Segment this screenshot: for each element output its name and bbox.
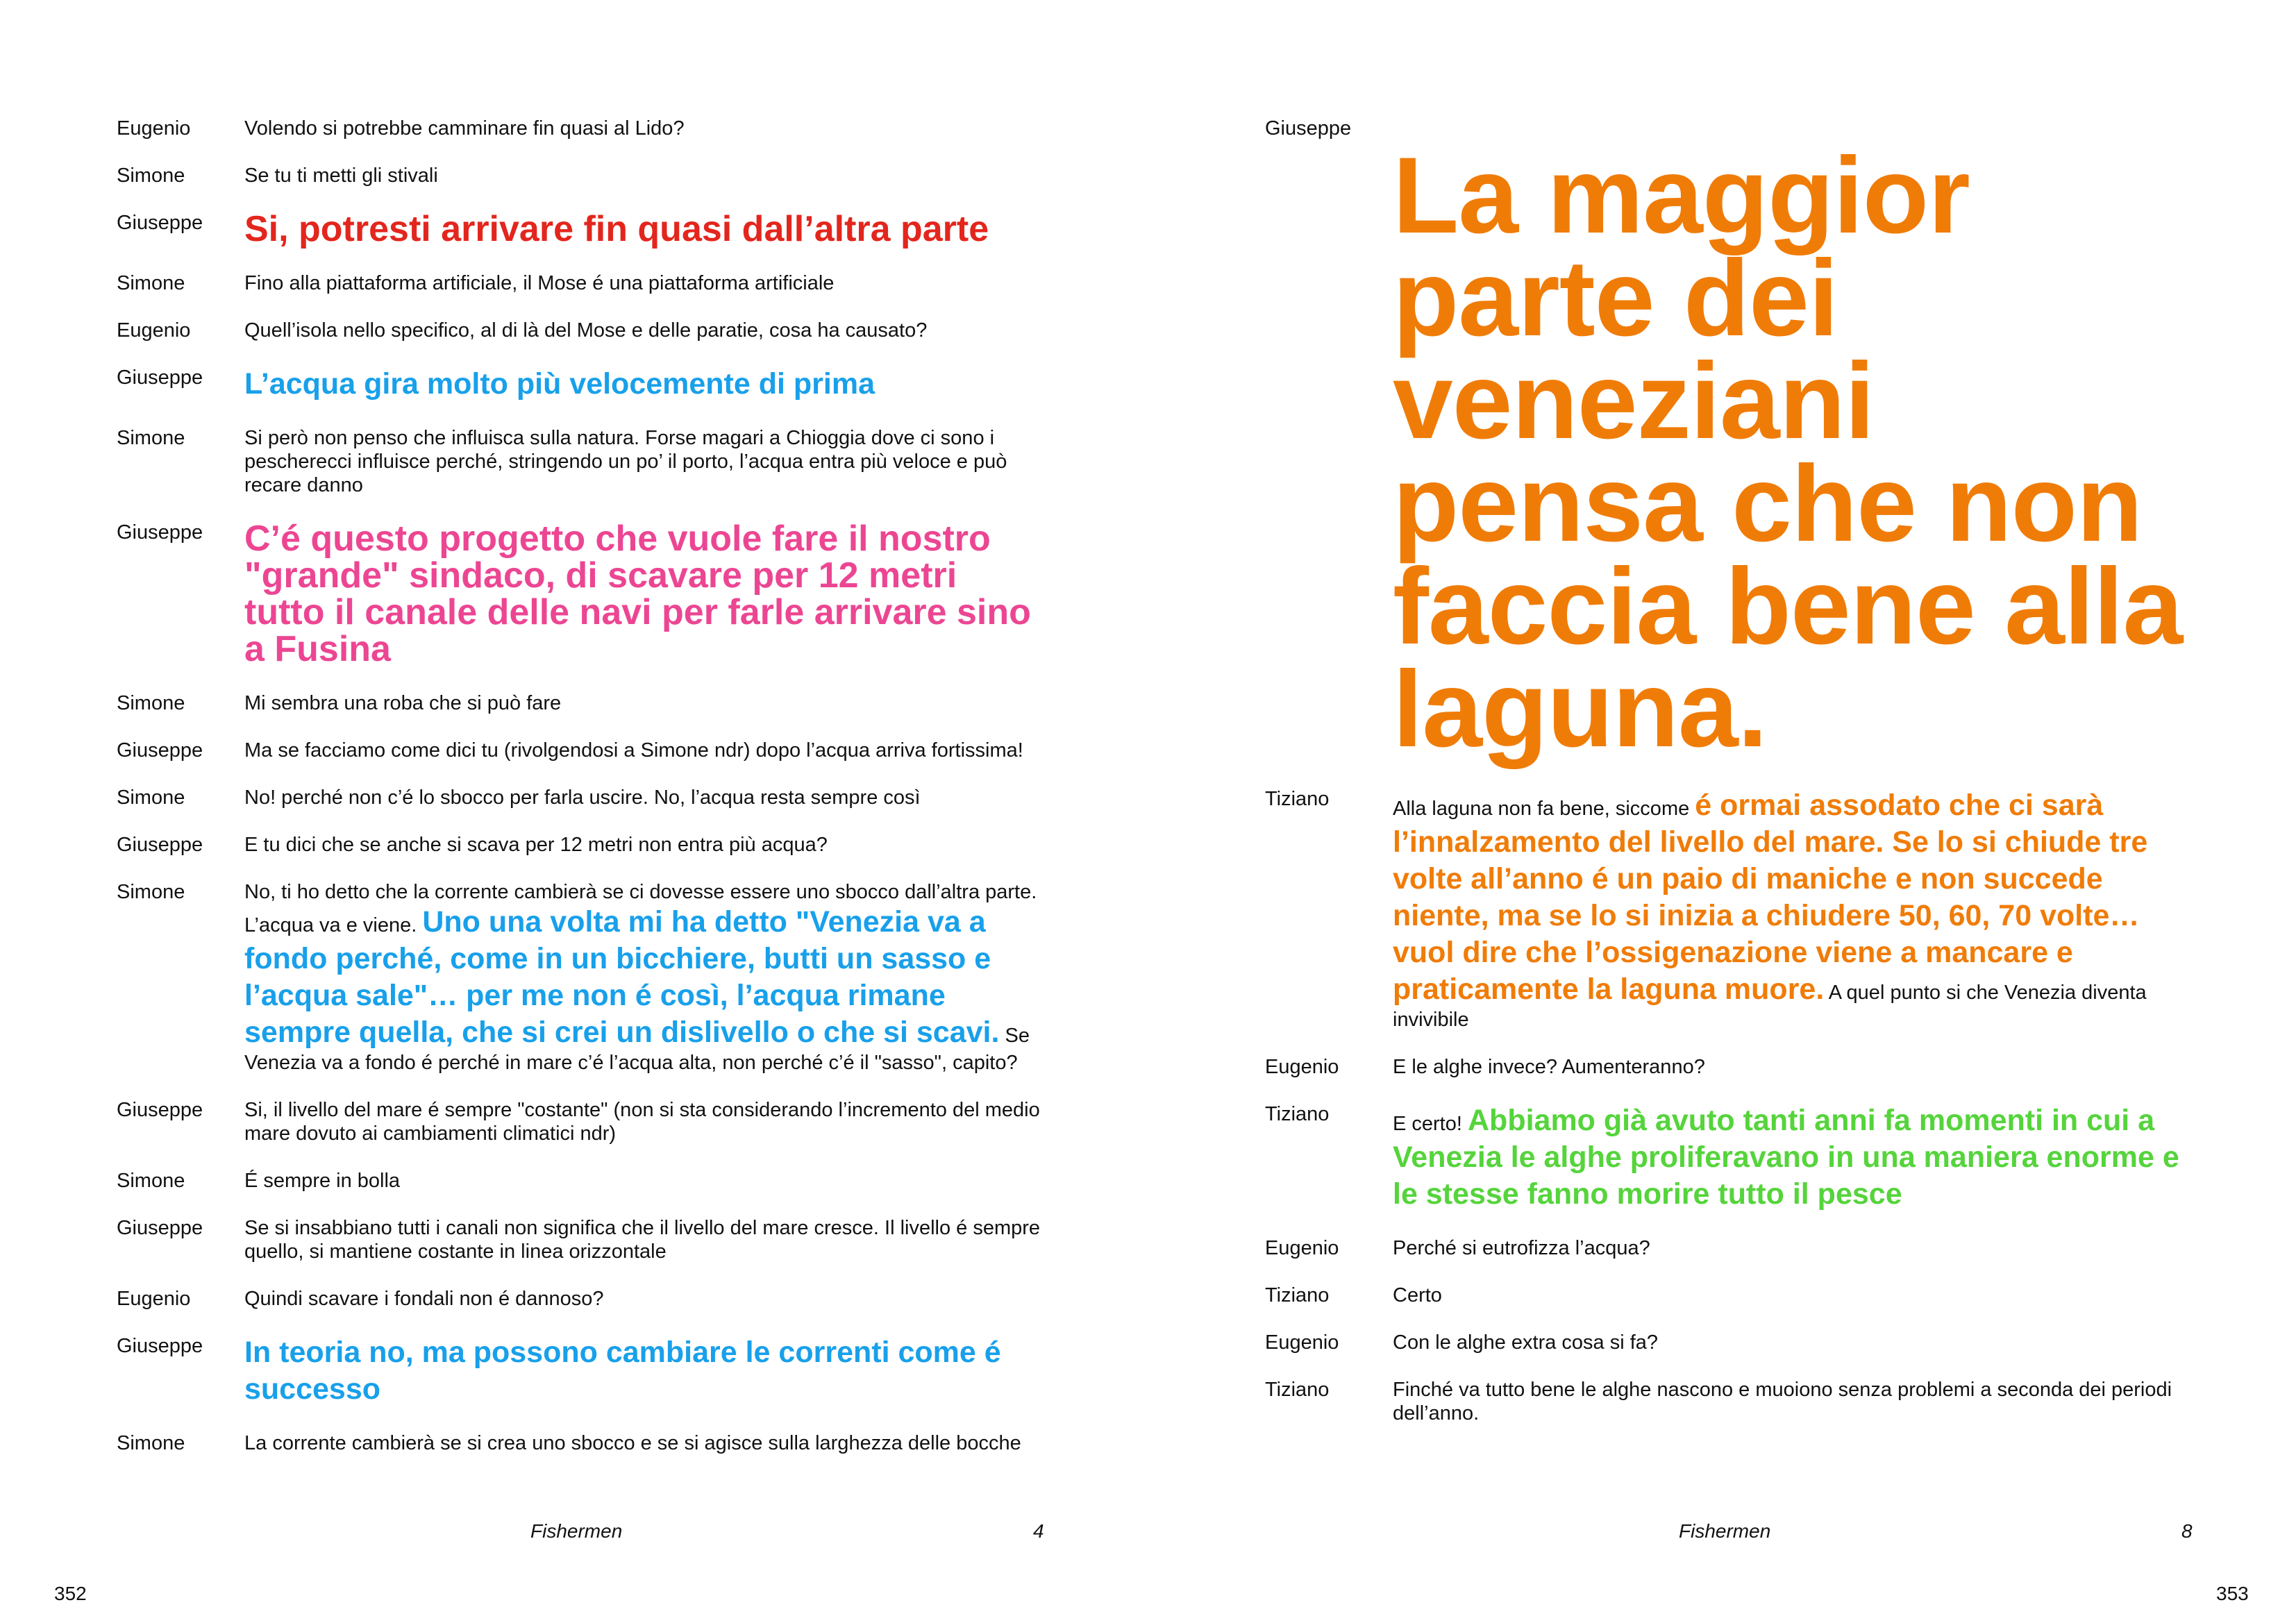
speaker-name: Eugenio (1265, 1237, 1339, 1259)
speaker-name: Eugenio (117, 1288, 191, 1310)
dialogue-text (244, 111, 1047, 140)
plain-text: E le alghe invece? Aumenteranno? (1393, 1056, 1705, 1078)
dialogue-row (117, 1093, 1047, 1145)
plain-text: No, ti ho detto che la corrente cambierà se ci dovesse essere uno sbocco dall’altra parte. L’acqua va e viene. (244, 881, 1037, 936)
dialogue-row (117, 515, 1047, 668)
left-dialogue (117, 111, 1047, 1473)
speaker-name: Giuseppe (117, 739, 203, 762)
speaker-name: Eugenio (117, 319, 191, 342)
plain-text: La corrente cambierà se si crea uno sbocco e se si agisce sulla larghezza delle bocche (244, 1432, 1021, 1454)
highlight-quote: é ormai assodato che ci sarà l’innalzamento del livello del mare. Se lo si chiude tre volte all’anno é un paio di maniche e non succede niente, ma se lo si inizia a chiudere 50, 60, 70 volte… vuol dire che l’ossigenazione viene a mancare e praticamente la laguna muore. (1393, 789, 2148, 1006)
dialogue-text (244, 515, 1047, 668)
plain-text: Con le alghe extra cosa si fa? (1393, 1331, 1659, 1354)
speaker-name: Eugenio (1265, 1056, 1339, 1078)
speaker-name: Giuseppe (117, 367, 203, 389)
dialogue-text (244, 686, 1047, 715)
plain-text: Fino alla piattaforma artificiale, il Mose é una piattaforma artificiale (244, 272, 835, 294)
dialogue-row (117, 686, 1047, 715)
dialogue-text (244, 875, 1047, 1075)
dialogue-text (1393, 1050, 2195, 1079)
speaker-name: Giuseppe (117, 521, 203, 544)
dialogue-row (117, 360, 1047, 403)
dialogue-row (117, 111, 1047, 140)
speaker-name: Simone (117, 1432, 185, 1454)
folio-number: 353 (2216, 1583, 2249, 1604)
plain-text: Se Venezia va a fondo é perché in mare c’é l’acqua alta, non perché c’é il "sasso", capito? (244, 1025, 1030, 1074)
dialogue-text (244, 1426, 1047, 1455)
speaker-name: Tiziano (1265, 1284, 1330, 1306)
dialogue-row (1265, 1278, 2195, 1307)
speaker-name: Giuseppe (1265, 117, 1352, 140)
highlight-quote: Uno una volta mi ha detto "Venezia va a fondo perché, come in un bicchiere, butti un sasso e l’acqua sale"… per me non é così, l’acqua rimane sempre quella, che si crei un dislivello o che si scavi. (244, 905, 1000, 1049)
speaker-name: Tiziano (1265, 1103, 1330, 1125)
speaker-name: Giuseppe (117, 1099, 203, 1121)
dialogue-text (244, 1329, 1047, 1408)
right-page (1148, 0, 2296, 1623)
dialogue-row (117, 733, 1047, 762)
dialogue-row (117, 1426, 1047, 1455)
dialogue-row (117, 158, 1047, 187)
plain-text: E tu dici che se anche si scava per 12 metri non entra più acqua? (244, 834, 828, 856)
plain-text: Si però non penso che influisca sulla natura. Forse magari a Chioggia dove ci sono i pescherecci influisce perché, stringendo un po’ il porto, l’acqua entra più veloce e può recare danno (244, 427, 1007, 496)
dialogue-text (244, 1281, 1047, 1311)
dialogue-text (1393, 1097, 2195, 1213)
dialogue-text (1393, 1372, 2195, 1425)
dialogue-row (117, 1281, 1047, 1311)
folio-number: 352 (54, 1583, 87, 1604)
dialogue-text (244, 827, 1047, 857)
right-dialogue-rows (1265, 782, 2195, 1425)
plain-text: Quindi scavare i fondali non é dannoso? (244, 1288, 604, 1310)
dialogue-text (1393, 1231, 2195, 1260)
speaker-name: Giuseppe (117, 834, 203, 856)
plain-text: Volendo si potrebbe camminare fin quasi al Lido? (244, 117, 685, 140)
dialogue-row (1265, 1097, 2195, 1213)
highlight-quote: In teoria no, ma possono cambiare le correnti come é successo (244, 1336, 1001, 1406)
plain-text: Ma se facciamo come dici tu (rivolgendosi a Simone ndr) dopo l’acqua arriva fortissima! (244, 739, 1023, 762)
dialogue-text (244, 360, 1047, 403)
speaker-name: Giuseppe (117, 212, 203, 234)
highlight-quote: L’acqua gira molto più velocemente di prima (244, 367, 875, 401)
headline-quote-container (1393, 111, 2195, 770)
footer-title: Fishermen (1679, 1520, 1771, 1542)
speaker-name: Eugenio (117, 117, 191, 140)
plain-text: No! perché non c’é lo sbocco per farla uscire. No, l’acqua resta sempre così (244, 787, 921, 809)
speaker-name: Simone (117, 165, 185, 187)
dialogue-row (1265, 1231, 2195, 1260)
dialogue-text (1393, 782, 2195, 1032)
dialogue-row (117, 827, 1047, 857)
dialogue-row (117, 421, 1047, 497)
plain-text: Se tu ti metti gli stivali (244, 165, 438, 187)
dialogue-text (244, 780, 1047, 809)
plain-text: Si, il livello del mare é sempre "costante" (non si sta considerando l’incremento del medio mare dovuto ai cambiamenti climatici ndr) (244, 1099, 1040, 1145)
speaker-name: Simone (117, 881, 185, 903)
dialogue-row (1265, 1372, 2195, 1425)
dialogue-row (1265, 1050, 2195, 1079)
dialogue-row (1265, 782, 2195, 1032)
dialogue-text (244, 205, 1047, 248)
dialogue-text (244, 733, 1047, 762)
dialogue-text (244, 1211, 1047, 1263)
highlight-quote: Abbiamo già avuto tanti anni fa momenti in cui a Venezia le alghe proliferavano in una maniera enorme e le stesse fanno morire tutto il pesce (1393, 1104, 2179, 1211)
speaker-name: Giuseppe (117, 1217, 203, 1239)
headline-row (1265, 111, 2195, 770)
speaker-name: Simone (117, 692, 185, 714)
plain-text: Finché va tutto bene le alghe nascono e muoiono senza problemi a seconda dei periodi dell’anno. (1393, 1379, 2172, 1424)
highlight-quote-large: Si, potresti arrivare fin quasi dall’altra parte (244, 209, 989, 249)
highlight-quote-large: C’é questo progetto che vuole fare il nostro "grande" sindaco, di scavare per 12 metri tutto il canale delle navi per farle arrivare sino a Fusina (244, 519, 1031, 669)
plain-text: A quel punto si che Venezia diventa invivibile (1393, 982, 2147, 1031)
plain-text: Certo (1393, 1284, 1442, 1306)
right-dialogue (1265, 111, 2195, 1443)
dialogue-text (244, 1163, 1047, 1193)
dialogue-row (117, 205, 1047, 248)
dialogue-row (117, 1329, 1047, 1408)
plain-text: É sempre in bolla (244, 1170, 401, 1192)
speaker-name: Simone (117, 1170, 185, 1192)
dialogue-text (244, 158, 1047, 187)
plain-text: Se si insabbiano tutti i canali non significa che il livello del mare cresce. Il livello é sempre quello, si mantiene costante in linea orizzontale (244, 1217, 1041, 1263)
dialogue-row (117, 313, 1047, 342)
footer-title: Fishermen (530, 1520, 623, 1542)
plain-text: Quell’isola nello specifico, al di là del Mose e delle paratie, cosa ha causato? (244, 319, 928, 342)
speaker-name: Tiziano (1265, 788, 1330, 810)
plain-text: E certo! (1393, 1113, 1468, 1135)
speaker-name: Simone (117, 787, 185, 809)
speaker-name: Simone (117, 272, 185, 294)
dialogue-text (244, 266, 1047, 295)
footer-page-number: 4 (1033, 1520, 1044, 1542)
speaker-name: Tiziano (1265, 1379, 1330, 1401)
headline-quote: La maggior parte dei veneziani pensa che non faccia bene alla laguna. (1393, 135, 2183, 770)
dialogue-text (244, 421, 1047, 497)
dialogue-text (1393, 1278, 2195, 1307)
dialogue-row (117, 875, 1047, 1075)
plain-text: Alla laguna non fa bene, siccome (1393, 798, 1695, 820)
dialogue-row (117, 266, 1047, 295)
plain-text: Mi sembra una roba che si può fare (244, 692, 562, 714)
plain-text: Perché si eutrofizza l’acqua? (1393, 1237, 1650, 1259)
speaker-name: Giuseppe (117, 1335, 203, 1357)
dialogue-text (244, 313, 1047, 342)
dialogue-row (117, 1163, 1047, 1193)
dialogue-text (1393, 1325, 2195, 1354)
speaker-name: Eugenio (1265, 1331, 1339, 1354)
footer-page-number: 8 (2181, 1520, 2193, 1542)
dialogue-text (244, 1093, 1047, 1145)
dialogue-row (1265, 1325, 2195, 1354)
dialogue-row (117, 780, 1047, 809)
speaker-name: Simone (117, 427, 185, 449)
dialogue-row (117, 1211, 1047, 1263)
